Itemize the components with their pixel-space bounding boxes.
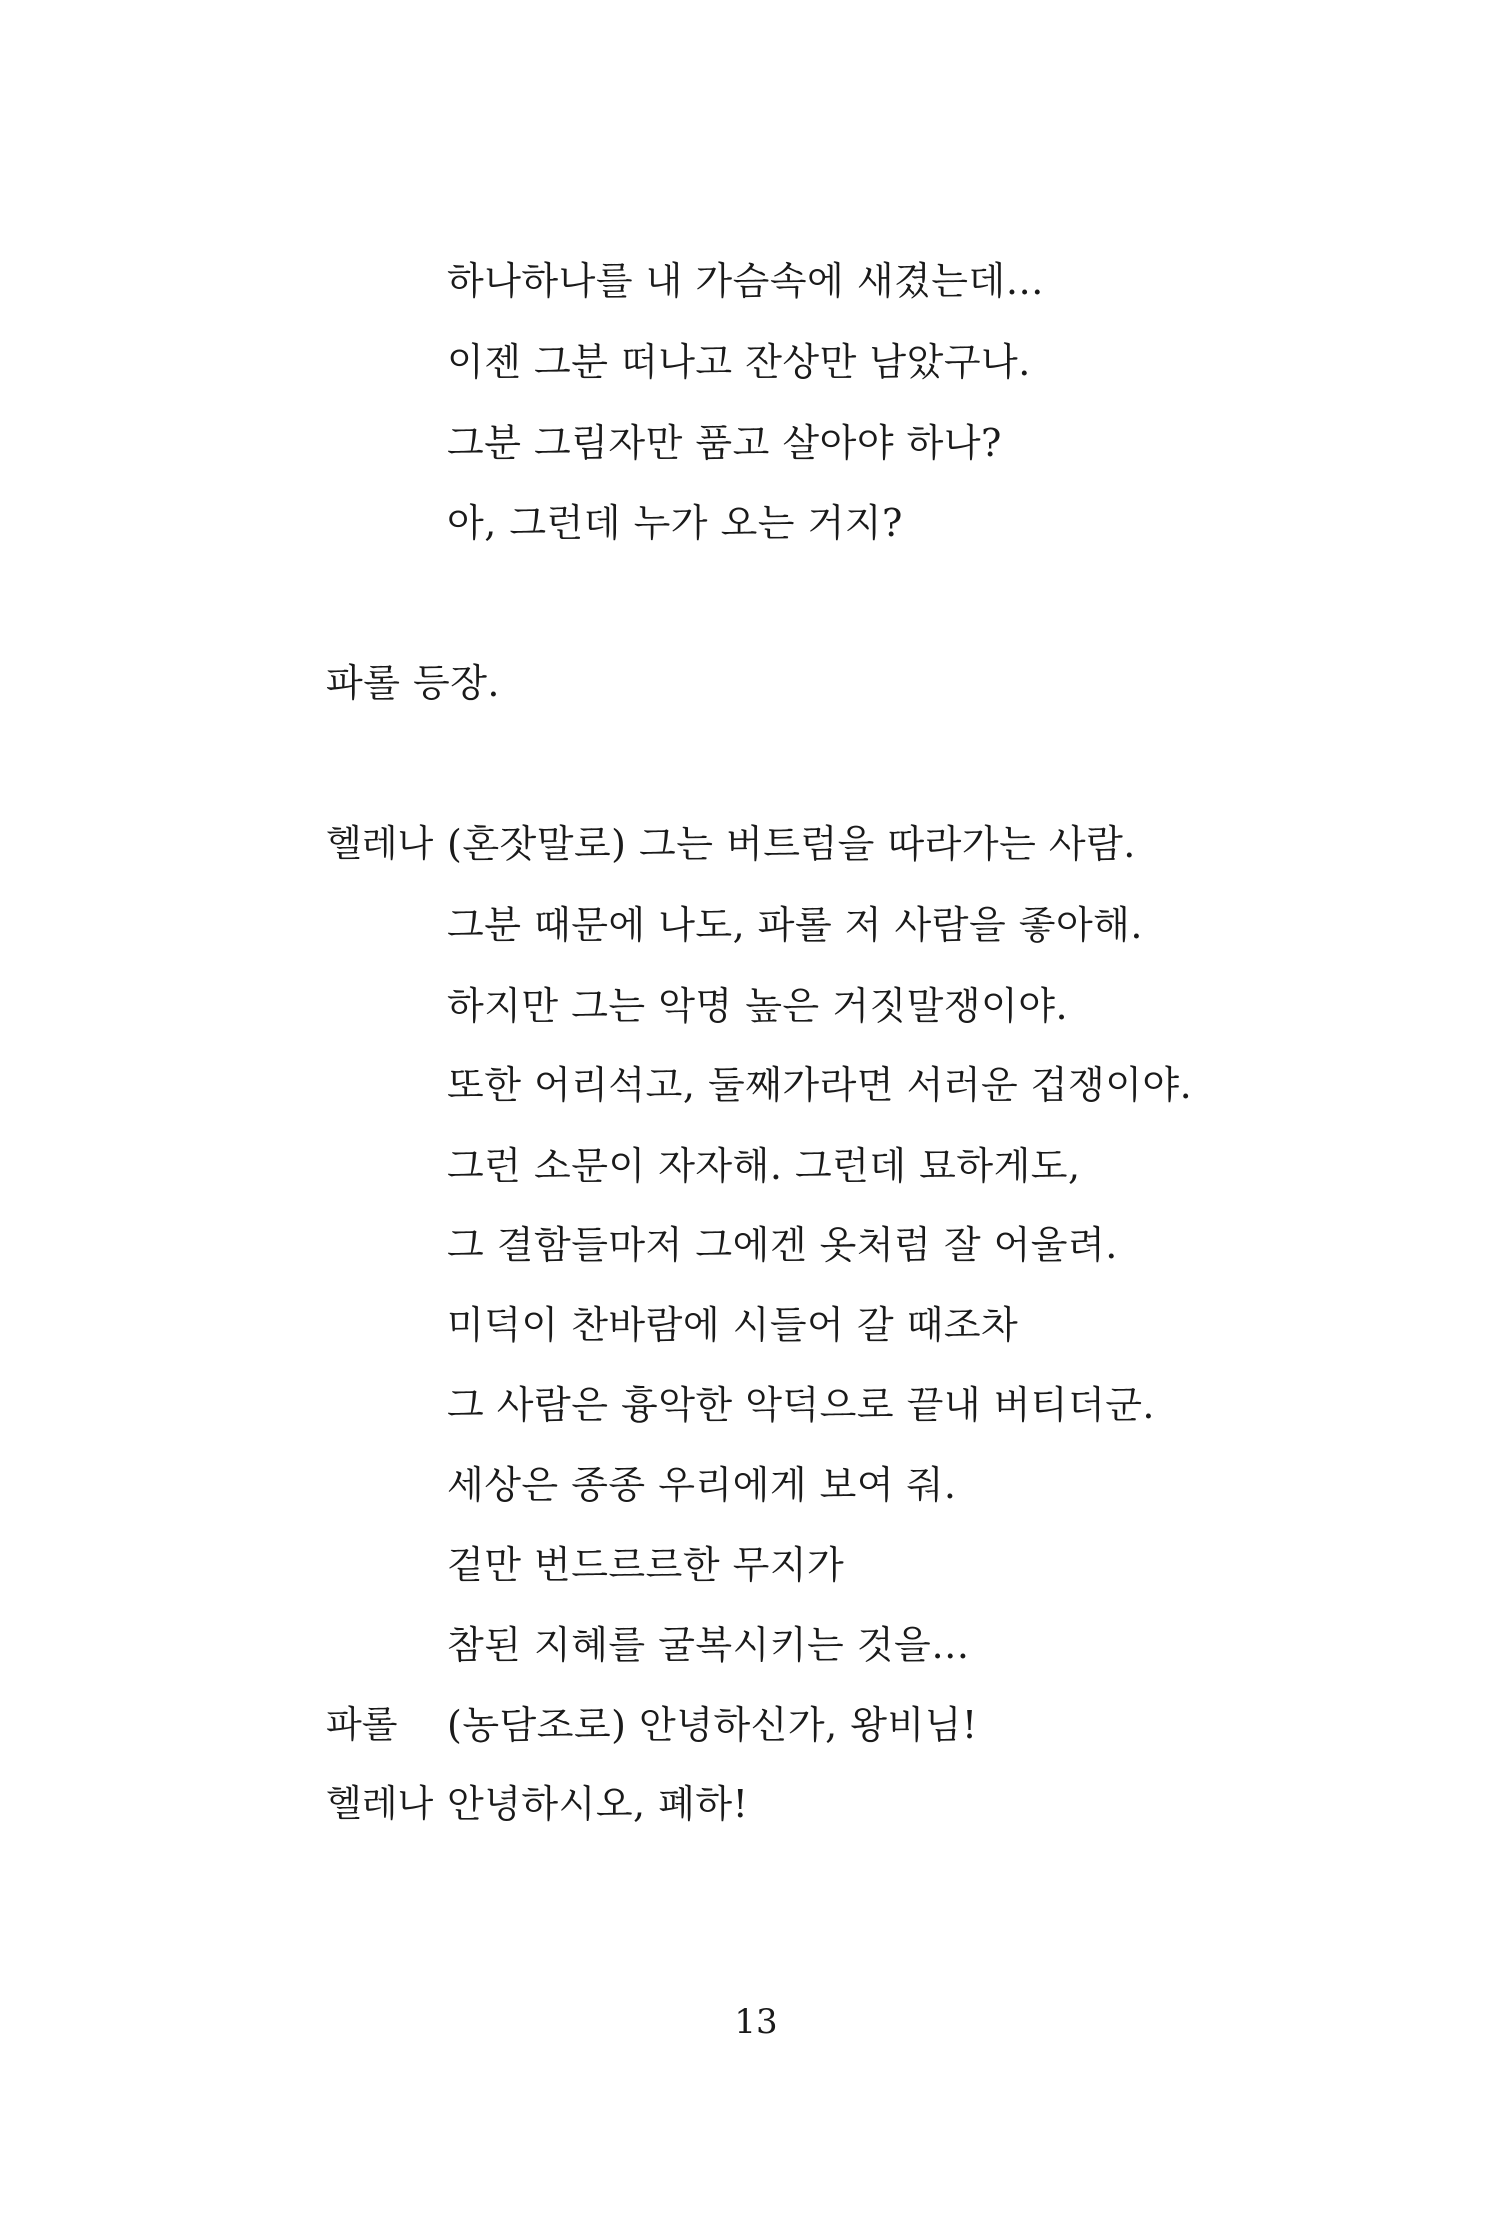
- verse-line: (농담조로) 안녕하신가, 왕비님!: [447, 1703, 978, 1747]
- verse-line: (혼잣말로) 그는 버트럼을 따라가는 사람.: [447, 822, 1136, 866]
- verse-line: 이젠 그분 떠나고 잔상만 남았구나.: [447, 340, 1031, 384]
- verse-line: 또한 어리석고, 둘째가라면 서러운 겁쟁이야.: [447, 1063, 1193, 1107]
- verse-line: 그 사람은 흉악한 악덕으로 끝내 버티더군.: [447, 1383, 1156, 1427]
- verse-line: 아, 그런데 누가 오는 거지?: [447, 501, 903, 545]
- verse-line: 그분 그림자만 품고 살아야 하나?: [447, 421, 1002, 465]
- speaker-name-helena: 헬레나: [326, 1782, 434, 1825]
- speaker-name-parolles: 파롤: [326, 1703, 398, 1746]
- verse-line: 그분 때문에 나도, 파롤 저 사람을 좋아해.: [447, 903, 1143, 947]
- verse-line: 그런 소문이 자자해. 그런데 묘하게도,: [447, 1144, 1081, 1188]
- page-number: 13: [734, 2002, 778, 2042]
- verse-line: 그 결함들마저 그에겐 옷처럼 잘 어울려.: [447, 1223, 1118, 1267]
- verse-line: 안녕하시오, 폐하!: [447, 1782, 749, 1826]
- verse-line: 겉만 번드르르한 무지가: [447, 1543, 845, 1587]
- verse-line: 하지만 그는 악명 높은 거짓말쟁이야.: [447, 984, 1069, 1028]
- verse-line: 하나하나를 내 가슴속에 새겼는데…: [447, 259, 1045, 303]
- stage-direction: 파롤 등장.: [326, 661, 500, 705]
- speaker-name-helena: 헬레나: [326, 822, 434, 865]
- verse-line: 세상은 종종 우리에게 보여 줘.: [447, 1463, 957, 1507]
- verse-line: 참된 지혜를 굴복시키는 것을…: [447, 1623, 970, 1667]
- verse-line: 미덕이 찬바람에 시들어 갈 때조차: [447, 1303, 1019, 1347]
